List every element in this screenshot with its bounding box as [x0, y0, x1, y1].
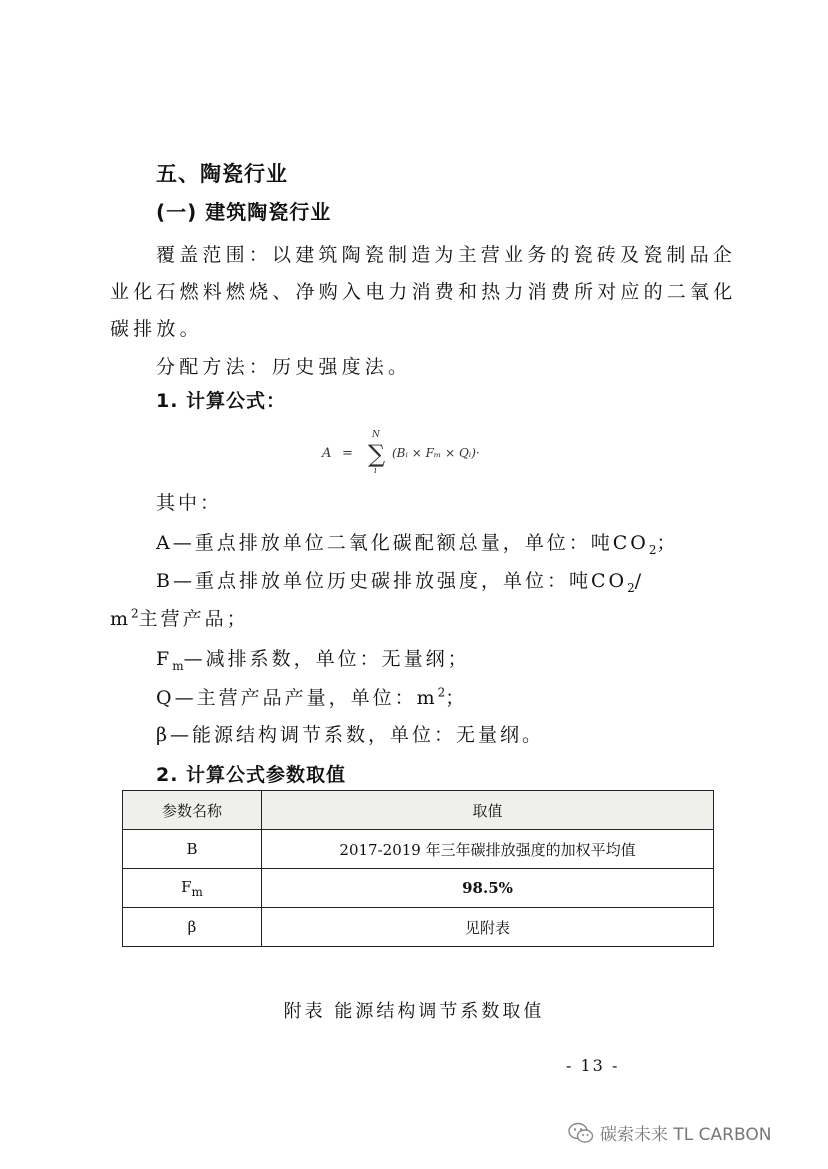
watermark-text: 碳索未来 TL CARBON	[600, 1125, 772, 1145]
page-number: - 13 -	[566, 1056, 620, 1075]
def-fm-text: —减排系数，单位：无量纲；	[183, 648, 470, 670]
method-text: 分配方法：历史强度法。	[156, 356, 412, 378]
formula-heading: 1. 计算公式：	[156, 390, 287, 412]
fm-symbol: F	[181, 877, 192, 896]
formula-lhs: A	[322, 446, 332, 461]
table-cell-value: 2017-2019 年三年碳排放强度的加权平均值	[262, 830, 714, 869]
def-fm-sub: m	[172, 658, 184, 673]
def-q-text: —主营产品产量，单位：m	[174, 687, 438, 709]
formula-eq: =	[342, 446, 353, 461]
def-b-text: —重点排放单位历史碳排放强度，单位：吨CO	[172, 570, 628, 592]
def-a-text: —重点排放单位二氧化碳配额总量，单位：吨CO	[172, 532, 649, 554]
table-cell-value: 98.5%	[262, 869, 714, 908]
def-q-tail: ；	[445, 687, 468, 709]
def-a-symbol: A	[156, 532, 173, 554]
table-row	[123, 908, 714, 947]
def-beta-symbol: β	[156, 724, 170, 746]
table-header-row	[123, 791, 714, 830]
def-fm-symbol: F	[156, 648, 173, 670]
formula-sigma-bottom: i	[374, 466, 377, 476]
table-cell-value: 见附表	[262, 908, 714, 947]
def-b-symbol: B	[156, 570, 173, 592]
table-row	[123, 869, 714, 908]
section-title: 五、陶瓷行业	[156, 162, 288, 186]
table-cell-name: B	[123, 830, 262, 869]
def-b2-sup: 2	[131, 606, 139, 621]
watermark	[568, 1120, 771, 1145]
appendix-caption: 附表 能源结构调节系数取值	[283, 1001, 545, 1022]
coverage-line-2: 业化石燃料燃烧、净购入电力消费和热力消费所对应的二氧化	[110, 281, 737, 303]
def-b2-pre: m	[110, 608, 132, 630]
wechat-icon	[568, 1122, 594, 1144]
parameter-table	[122, 790, 714, 947]
def-b-sub: 2	[627, 580, 635, 595]
fm-sub: m	[191, 884, 203, 899]
formula-image	[318, 426, 528, 476]
def-a-tail: ；	[656, 532, 679, 554]
def-beta-text: —能源结构调节系数，单位：无量纲。	[169, 724, 544, 746]
subsection-title: (一) 建筑陶瓷行业	[156, 200, 332, 224]
definition-b-cont	[110, 604, 249, 631]
def-q-symbol: Q	[156, 687, 175, 709]
table-header-value: 取值	[262, 791, 714, 830]
table-row	[123, 830, 714, 869]
coverage-line-3: 碳排放。	[110, 318, 203, 340]
definition-q	[156, 683, 467, 710]
formula-body: (Bᵢ × Fₘ × Qᵢ)·	[392, 446, 480, 460]
def-q-sup: 2	[437, 685, 446, 700]
def-a-sub: 2	[648, 542, 657, 557]
definition-fm	[156, 644, 470, 673]
formula-sigma-top: N	[372, 430, 380, 440]
formula-sigma: ∑	[368, 440, 386, 468]
coverage-line-1: 覆盖范围：以建筑陶瓷制造为主营业务的瓷砖及瓷制品企	[156, 244, 737, 266]
table-heading: 2. 计算公式参数取值	[156, 764, 347, 786]
definition-b	[156, 566, 644, 595]
definition-a	[156, 528, 679, 557]
table-cell-name	[123, 869, 262, 908]
definition-beta	[156, 720, 544, 747]
table-header-name: 参数名称	[123, 791, 262, 830]
def-b-tail: /	[634, 570, 645, 592]
where-label: 其中：	[156, 492, 223, 514]
def-b2-text: 主营产品；	[138, 608, 249, 630]
table-cell-name: β	[123, 908, 262, 947]
